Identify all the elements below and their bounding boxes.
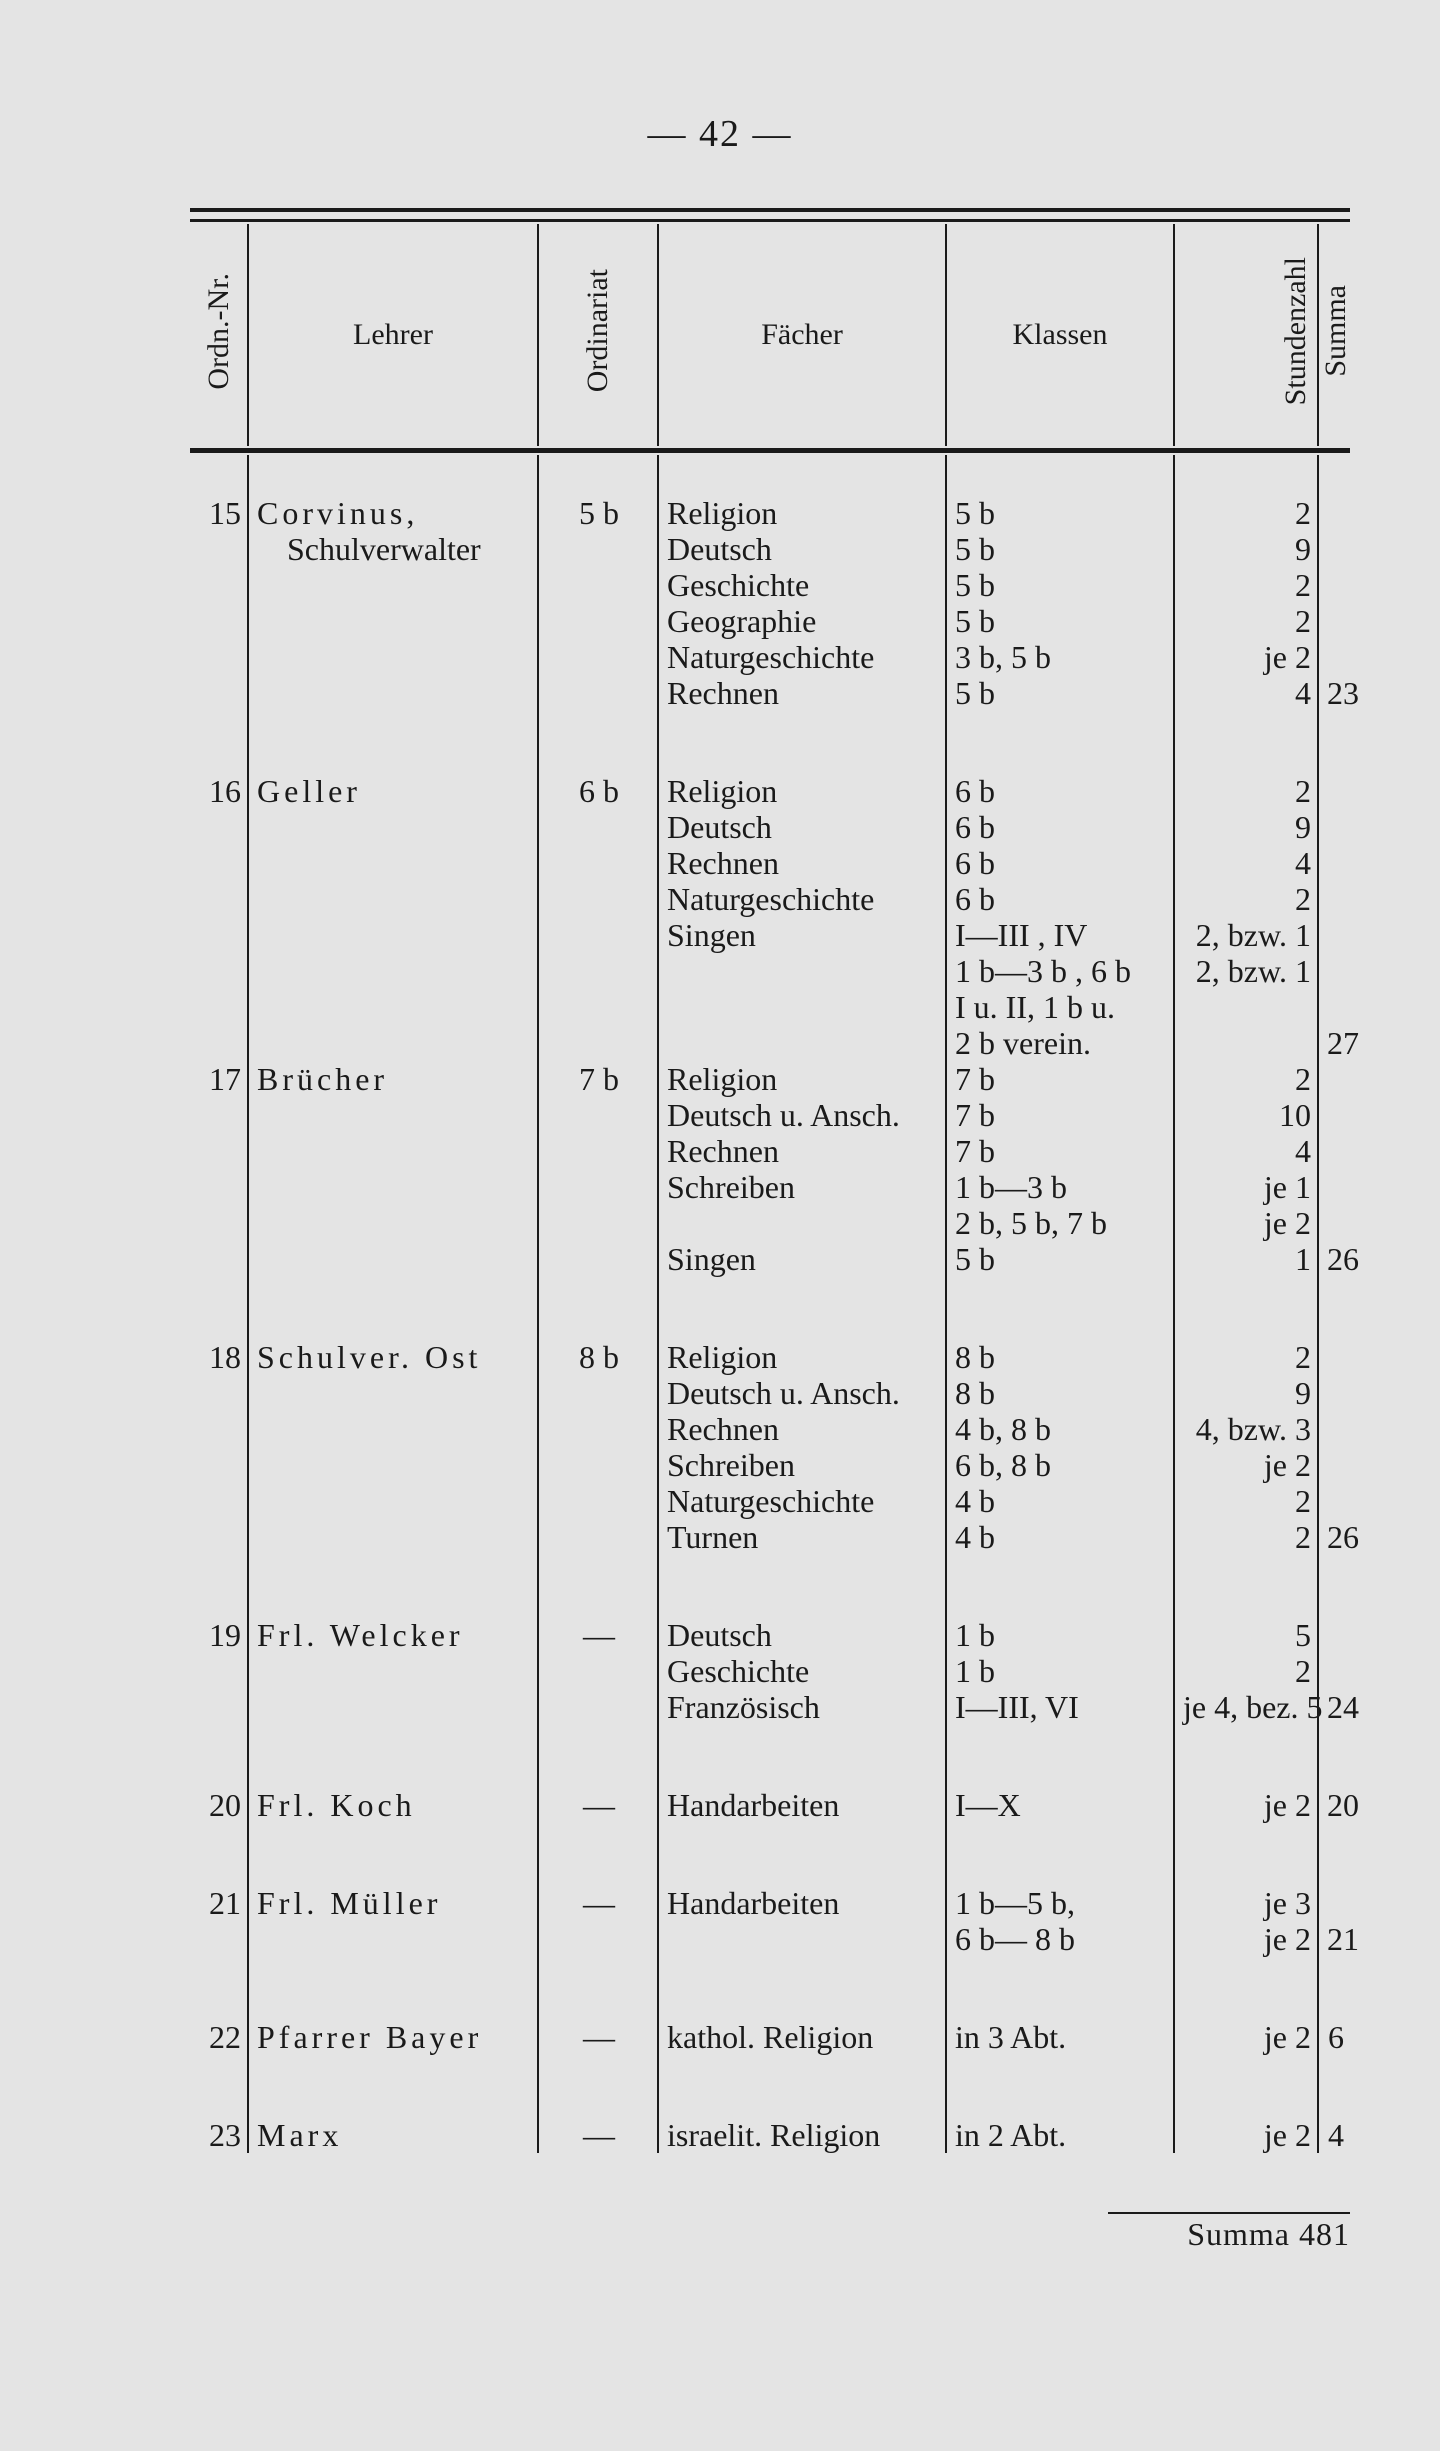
ordinariat-cell [538,1411,658,1447]
subject-cell: Religion [658,1061,946,1097]
table-row [190,845,1350,881]
teacher-name: Frl. Koch [248,1725,538,1823]
ordinariat-cell: 7 b [538,1061,658,1097]
hours-cell: 9 [1174,1375,1318,1411]
row-number [190,1411,248,1447]
subject-cell [658,1205,946,1241]
sum-cell [1318,881,1350,917]
subject-cell: kathol. Religion [658,1957,946,2055]
teacher-name [248,1097,538,1133]
hours-cell: je 2 [1174,1447,1318,1483]
sum-cell [1318,1133,1350,1169]
subject-cell: Geographie [658,603,946,639]
header-ordinariat: Ordinariat [538,224,658,446]
classes-cell: 4 b [946,1519,1174,1555]
table-row [190,1447,1350,1483]
row-number [190,1241,248,1277]
hours-cell: 4, bzw. 3 [1174,1411,1318,1447]
hours-cell: je 2 [1174,1957,1318,2055]
teacher-name [248,1689,538,1725]
teacher-name: Pfarrer Bayer [248,1957,538,2055]
row-number: 18 [190,1277,248,1375]
row-number: 16 [190,711,248,809]
row-number [190,1097,248,1133]
row-number: 15 [190,455,248,531]
table-row [190,531,1350,567]
subject-cell: Singen [658,917,946,953]
subject-cell: Schreiben [658,1447,946,1483]
table-row [190,953,1350,989]
row-number [190,1483,248,1519]
classes-cell: 6 b— 8 b [946,1921,1174,1957]
table-row [190,1205,1350,1241]
ordinariat-cell [538,1241,658,1277]
teacher-name [248,1205,538,1241]
sum-cell: 21 [1327,1921,1359,1957]
hours-cell: je 2 [1174,1725,1318,1823]
classes-cell: I—III , IV [946,917,1174,953]
subject-cell: Rechnen [658,1411,946,1447]
table-row [190,1555,1350,1653]
hours-cell: je 1 [1174,1169,1318,1205]
row-number [190,1025,248,1061]
table-header [190,224,1350,446]
row-number [190,809,248,845]
teacher-name: Brücher [248,1061,538,1097]
teacher-name [248,1133,538,1169]
ordinariat-cell: 6 b [538,711,658,809]
subject-cell: Deutsch u. Ansch. [658,1375,946,1411]
teacher-name: Schulverwalter [248,531,538,567]
sum-cell [1318,531,1350,567]
sum-cell [1318,845,1350,881]
subject-cell: Deutsch [658,531,946,567]
top-rule [190,208,1350,212]
subject-cell: Geschichte [658,567,946,603]
sum-cell [1318,639,1350,675]
sum-cell [1318,1205,1350,1241]
row-number: 20 [190,1725,248,1823]
classes-cell: 4 b [946,1483,1174,1519]
summa-rule [1108,2212,1350,2214]
row-number [190,1689,248,1725]
teacher-name [248,639,538,675]
sum-cell: 6 [1328,2019,1344,2055]
sum-cell [1318,1555,1350,1653]
sum-cell [1318,1061,1350,1097]
ordinariat-cell [538,1375,658,1411]
row-number [190,881,248,917]
ordinariat-cell [538,1689,658,1725]
classes-cell: 5 b [946,675,1174,711]
hours-cell: 2 [1174,711,1318,809]
row-number [190,1205,248,1241]
table-row [190,809,1350,845]
row-number [190,1447,248,1483]
ordinariat-cell [538,1133,658,1169]
hours-cell: 4 [1174,845,1318,881]
teacher-name [248,675,538,711]
sum-cell [1318,989,1350,1025]
table-row [190,1519,1350,1555]
hours-cell: 9 [1174,531,1318,567]
classes-cell: I—X [946,1725,1174,1823]
classes-cell: 8 b [946,1375,1174,1411]
subject-cell: Naturgeschichte [658,639,946,675]
hours-cell: 2, bzw. 1 [1174,953,1318,989]
classes-cell: 6 b [946,845,1174,881]
hours-cell: 4 [1174,675,1318,711]
table-row [190,2055,1350,2153]
classes-cell: I—III, VI [946,1689,1174,1725]
teacher-name [248,809,538,845]
subject-cell: Handarbeiten [658,1823,946,1921]
subject-cell: Religion [658,711,946,809]
ordinariat-cell: — [538,1555,658,1653]
teacher-name [248,917,538,953]
classes-cell: in 2 Abt. [946,2055,1174,2153]
table-row [190,603,1350,639]
hours-cell: 2 [1174,1061,1318,1097]
row-number: 17 [190,1061,248,1097]
hours-cell: 2 [1174,567,1318,603]
table-row [190,711,1350,809]
row-number [190,567,248,603]
sum-cell [1318,953,1350,989]
sum-cell: 20 [1327,1787,1359,1823]
teacher-name [248,567,538,603]
row-number [190,1519,248,1555]
table-row [190,1411,1350,1447]
classes-cell: 5 b [946,603,1174,639]
summa-total: Summa 481 [1187,2216,1350,2252]
hours-cell: 2 [1174,1519,1318,1555]
subject-cell: Religion [658,455,946,531]
header-stundenzahl: Stundenzahl [1174,224,1318,446]
ordinariat-cell [538,675,658,711]
subject-cell: Turnen [658,1519,946,1555]
ordinariat-cell [538,881,658,917]
ordinariat-cell [538,1447,658,1483]
hours-cell: 2 [1174,1277,1318,1375]
teacher-name: Corvinus, [248,455,538,531]
sum-cell [1318,1483,1350,1519]
row-number [190,1169,248,1205]
table-row [190,1025,1350,1061]
subject-cell: Naturgeschichte [658,881,946,917]
classes-cell: I u. II, 1 b u. [946,989,1174,1025]
hours-cell: 2 [1174,455,1318,531]
table-row [190,1823,1350,1921]
ordinariat-cell [538,603,658,639]
subject-cell: Rechnen [658,845,946,881]
table-row [190,455,1350,531]
classes-cell: 4 b, 8 b [946,1411,1174,1447]
hours-cell: je 2 [1174,2055,1318,2153]
row-number [190,531,248,567]
table-row [190,1375,1350,1411]
sum-cell [1318,809,1350,845]
sum-cell: 27 [1327,1025,1359,1061]
subject-cell: Religion [658,1277,946,1375]
teacher-name: Geller [248,711,538,809]
hours-cell: 5 [1174,1555,1318,1653]
classes-cell: 7 b [946,1097,1174,1133]
row-number: 22 [190,1957,248,2055]
ordinariat-cell [538,531,658,567]
classes-cell: 5 b [946,567,1174,603]
table-row [190,1097,1350,1133]
teacher-name [248,1169,538,1205]
header-summa: Summa [1319,285,1352,377]
ordinariat-cell [538,1653,658,1689]
top-rule-thin [190,219,1350,222]
sum-cell [1318,917,1350,953]
ordinariat-cell: 5 b [538,455,658,531]
hours-cell [1174,989,1318,1025]
subject-cell [658,1025,946,1061]
subject-cell: Singen [658,1241,946,1277]
table-row [190,1133,1350,1169]
table-row [190,1241,1350,1277]
teacher-name [248,1447,538,1483]
row-number [190,1653,248,1689]
classes-cell: 3 b, 5 b [946,639,1174,675]
ordinariat-cell [538,1169,658,1205]
hours-cell: 10 [1174,1097,1318,1133]
row-number [190,639,248,675]
teacher-name [248,1241,538,1277]
sum-cell [1318,567,1350,603]
ordinariat-cell [538,1921,658,1957]
hours-cell: 1 [1174,1241,1318,1277]
row-number [190,675,248,711]
table-row [190,881,1350,917]
ordinariat-cell: 8 b [538,1277,658,1375]
hours-cell: je 2 [1174,1921,1318,1957]
classes-cell: 6 b, 8 b [946,1447,1174,1483]
ordinariat-cell [538,567,658,603]
classes-cell: 7 b [946,1061,1174,1097]
table-row [190,1483,1350,1519]
teacher-name [248,881,538,917]
sum-cell [1318,711,1350,809]
classes-cell: 5 b [946,531,1174,567]
hours-cell: 9 [1174,809,1318,845]
ordinariat-cell: — [538,1725,658,1823]
table-row [190,1689,1350,1725]
ordinariat-cell: — [538,1957,658,2055]
teacher-name [248,989,538,1025]
ordinariat-cell [538,1205,658,1241]
sum-cell: 4 [1328,2117,1344,2153]
table-row [190,1277,1350,1375]
hours-cell: je 2 [1174,1205,1318,1241]
classes-cell: 1 b—3 b , 6 b [946,953,1174,989]
row-number: 21 [190,1823,248,1921]
sum-cell [1318,1823,1350,1921]
row-number [190,1133,248,1169]
table-row [190,1653,1350,1689]
table-row [190,1725,1350,1823]
classes-cell: 5 b [946,455,1174,531]
row-number [190,845,248,881]
page-number: — 42 — [647,113,793,155]
classes-cell: 1 b [946,1653,1174,1689]
classes-cell: 7 b [946,1133,1174,1169]
sum-cell [1318,1653,1350,1689]
classes-cell: 5 b [946,1241,1174,1277]
sum-cell [1318,1169,1350,1205]
teacher-name [248,953,538,989]
ordinariat-cell: — [538,1823,658,1921]
ordinariat-cell [538,1483,658,1519]
sum-cell [1318,1375,1350,1411]
row-number [190,1375,248,1411]
classes-cell: 2 b verein. [946,1025,1174,1061]
subject-cell: Rechnen [658,1133,946,1169]
ordinariat-cell [538,953,658,989]
hours-cell: 4 [1174,1133,1318,1169]
teacher-name: Schulver. Ost [248,1277,538,1375]
teacher-name [248,1921,538,1957]
table-row [190,1921,1350,1957]
teacher-name [248,1483,538,1519]
sum-cell [1318,1447,1350,1483]
ordinariat-cell [538,845,658,881]
subject-cell: Französisch [658,1689,946,1725]
hours-cell: je 3 [1174,1823,1318,1921]
sum-cell [1318,1097,1350,1133]
row-number: 23 [190,2055,248,2153]
header-faecher: Fächer [658,224,946,446]
sum-cell [1318,1277,1350,1375]
teacher-name [248,845,538,881]
classes-cell: 1 b—3 b [946,1169,1174,1205]
hours-cell: 2 [1174,1483,1318,1519]
subject-cell: Deutsch u. Ansch. [658,1097,946,1133]
teacher-name: Frl. Müller [248,1823,538,1921]
sum-cell: 23 [1327,675,1359,711]
sum-cell [1318,603,1350,639]
classes-cell: 2 b, 5 b, 7 b [946,1205,1174,1241]
classes-cell: in 3 Abt. [946,1957,1174,2055]
teacher-name: Frl. Welcker [248,1555,538,1653]
subject-cell [658,1921,946,1957]
teacher-name [248,1519,538,1555]
table-row [190,675,1350,711]
teacher-name [248,1653,538,1689]
ordinariat-cell [538,917,658,953]
classes-cell: 6 b [946,881,1174,917]
teacher-name [248,1411,538,1447]
sum-cell [1318,455,1350,531]
hours-cell: 2, bzw. 1 [1174,917,1318,953]
row-number [190,917,248,953]
hours-cell: je 2 [1174,639,1318,675]
row-number [190,953,248,989]
subject-cell: Handarbeiten [658,1725,946,1823]
row-number [190,989,248,1025]
subject-cell: Schreiben [658,1169,946,1205]
sum-cell: 26 [1327,1519,1359,1555]
ordinariat-cell [538,1519,658,1555]
row-number: 19 [190,1555,248,1653]
classes-cell: 8 b [946,1277,1174,1375]
table-row [190,567,1350,603]
teacher-name [248,1375,538,1411]
subject-cell: Deutsch [658,1555,946,1653]
teacher-name [248,1025,538,1061]
header-lehrer: Lehrer [248,224,538,446]
classes-cell: 6 b [946,809,1174,845]
ordinariat-cell [538,809,658,845]
header-klassen: Klassen [946,224,1174,446]
ordinariat-cell [538,1097,658,1133]
classes-cell: 1 b [946,1555,1174,1653]
row-number [190,603,248,639]
hours-cell: 2 [1174,603,1318,639]
teacher-name: Marx [248,2055,538,2153]
row-number [190,1921,248,1957]
ordinariat-cell: — [538,2055,658,2153]
subject-cell: israelit. Religion [658,2055,946,2153]
table-row [190,639,1350,675]
teacher-name [248,603,538,639]
subject-cell [658,953,946,989]
subject-cell: Deutsch [658,809,946,845]
table-row [190,917,1350,953]
sum-cell: 24 [1327,1689,1359,1725]
hours-cell: 2 [1174,881,1318,917]
table-row [190,1957,1350,2055]
hours-cell: 2 [1174,1653,1318,1689]
hours-cell [1174,1025,1318,1061]
teacher-table [190,455,1359,2153]
sum-cell [1318,1411,1350,1447]
hours-cell: je 4, bez. 5 [1174,1689,1318,1725]
table-row [190,989,1350,1025]
table-row [190,1169,1350,1205]
subject-cell: Geschichte [658,1653,946,1689]
ordinariat-cell [538,639,658,675]
header-ordn-nr: Ordn.-Nr. [190,224,248,446]
classes-cell: 1 b—5 b, [946,1823,1174,1921]
subject-cell [658,989,946,1025]
subject-cell: Naturgeschichte [658,1483,946,1519]
ordinariat-cell [538,1025,658,1061]
header-rule [190,448,1350,453]
sum-cell: 26 [1327,1241,1359,1277]
classes-cell: 6 b [946,711,1174,809]
subject-cell: Rechnen [658,675,946,711]
ordinariat-cell [538,989,658,1025]
table-row [190,1061,1350,1097]
